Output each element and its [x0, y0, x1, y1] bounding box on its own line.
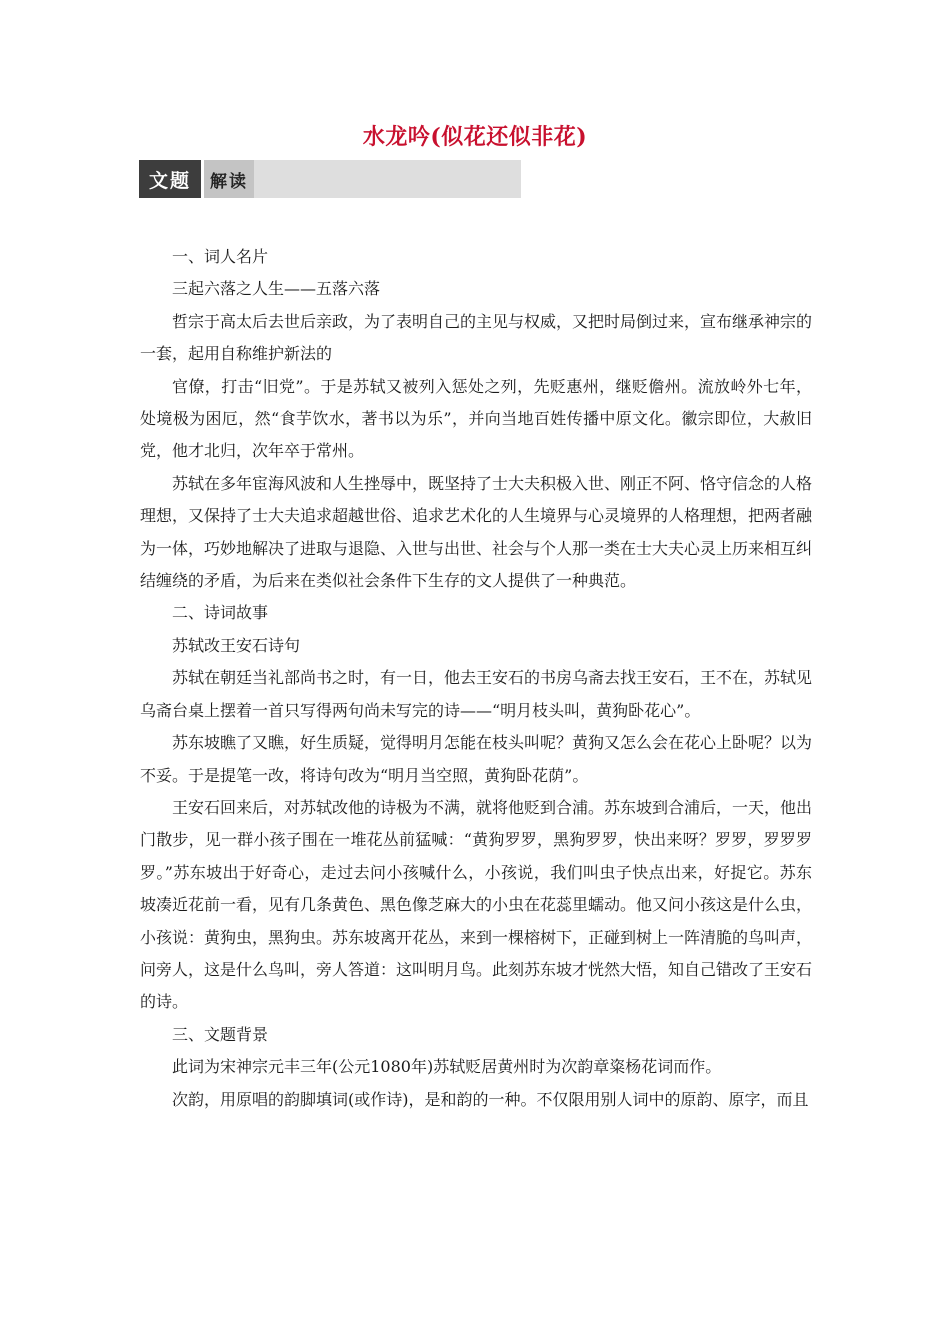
body-paragraph: 哲宗于高太后去世后亲政，为了表明自己的主见与权威，又把时局倒过来，宣布继承神宗的一套，起用自称维护新法的	[140, 311, 813, 364]
body-paragraph: 官僚，打击“旧党”。于是苏轼又被列入惩处之列，先贬惠州，继贬儋州。流放岭外七年，处境极为困厄，然“食芋饮水，著书以为乐”，并向当地百姓传播中原文化。徽宗即位，大赦旧党，他才北归，次年卒于常州。	[140, 376, 812, 461]
subsection-heading: 三起六落之人生——五落六落	[172, 279, 381, 299]
section-heading: 一、词人名片	[172, 247, 269, 266]
body-paragraph: 苏东坡瞧了又瞧，好生质疑，觉得明月怎能在枝头叫呢？黄狗又怎么会在花心上卧呢？以为不妥。于是提笔一改，将诗句改为“明月当空照，黄狗卧花荫”。	[140, 733, 813, 785]
banner-label-primary: 文题	[139, 160, 201, 198]
body-paragraph: 苏轼在朝廷当礼部尚书之时，有一日，他去王安石的书房乌斋去找王安石，王不在，苏轼见乌斋台桌上摆着一首只写得两句尚未写完的诗——“明月枝头叫，黄狗卧花心”。	[140, 668, 813, 720]
banner-label-secondary: 解读	[204, 160, 254, 198]
section-heading: 二、诗词故事	[172, 603, 269, 623]
section-banner	[139, 160, 521, 198]
body-paragraph: 此词为宋神宗元丰三年(公元1080年)苏轼贬居黄州时为次韵章粢杨花词而作。	[172, 1057, 722, 1077]
document-title: 水龙吟(似花还似非花)	[362, 124, 588, 150]
body-paragraph: 次韵，用原唱的韵脚填词(或作诗)，是和韵的一种。不仅限用别人词中的原韵、原字，而且	[172, 1089, 809, 1109]
document-body	[140, 241, 812, 1116]
body-paragraph: 苏轼在多年宦海风波和人生挫辱中，既坚持了士大夫积极入世、刚正不阿、恪守信念的人格理想，又保持了士大夫追求超越世俗、追求艺术化的人生境界与心灵境界的人格理想，把两者融为一体，巧妙地解决了进取与退隐、入世与出世、社会与个人那一类在士大夫心灵上历来相互纠结缠绕的矛盾，为后来在类似社会条件下生存的文人提供了一种典范。	[140, 473, 813, 591]
subsection-heading: 苏轼改王安石诗句	[172, 635, 301, 655]
section-heading: 三、文题背景	[172, 1024, 269, 1044]
body-paragraph: 王安石回来后，对苏轼改他的诗极为不满，就将他贬到合浦。苏东坡到合浦后，一天，他出门散步，见一群小孩子围在一堆花丛前猛喊：“黄狗罗罗，黑狗罗罗，快出来呀？罗罗，罗罗罗罗。”苏东坡出于好奇心，走过去问小孩喊什么，小孩说，我们叫虫子快点出来，好捉它。苏东坡凑近花前一看，见有几条黄色、黑色像芝麻大的小虫在花蕊里蠕动。他又问小孩这是什么虫，小孩说：黄狗虫，黑狗虫。苏东坡离开花丛，来到一棵榕树下，正碰到树上一阵清脆的鸟叫声，问旁人，这是什么鸟叫，旁人答道：这叫明月鸟。此刻苏东坡才恍然大悟，知自己错改了王安石的诗。	[140, 797, 813, 1012]
